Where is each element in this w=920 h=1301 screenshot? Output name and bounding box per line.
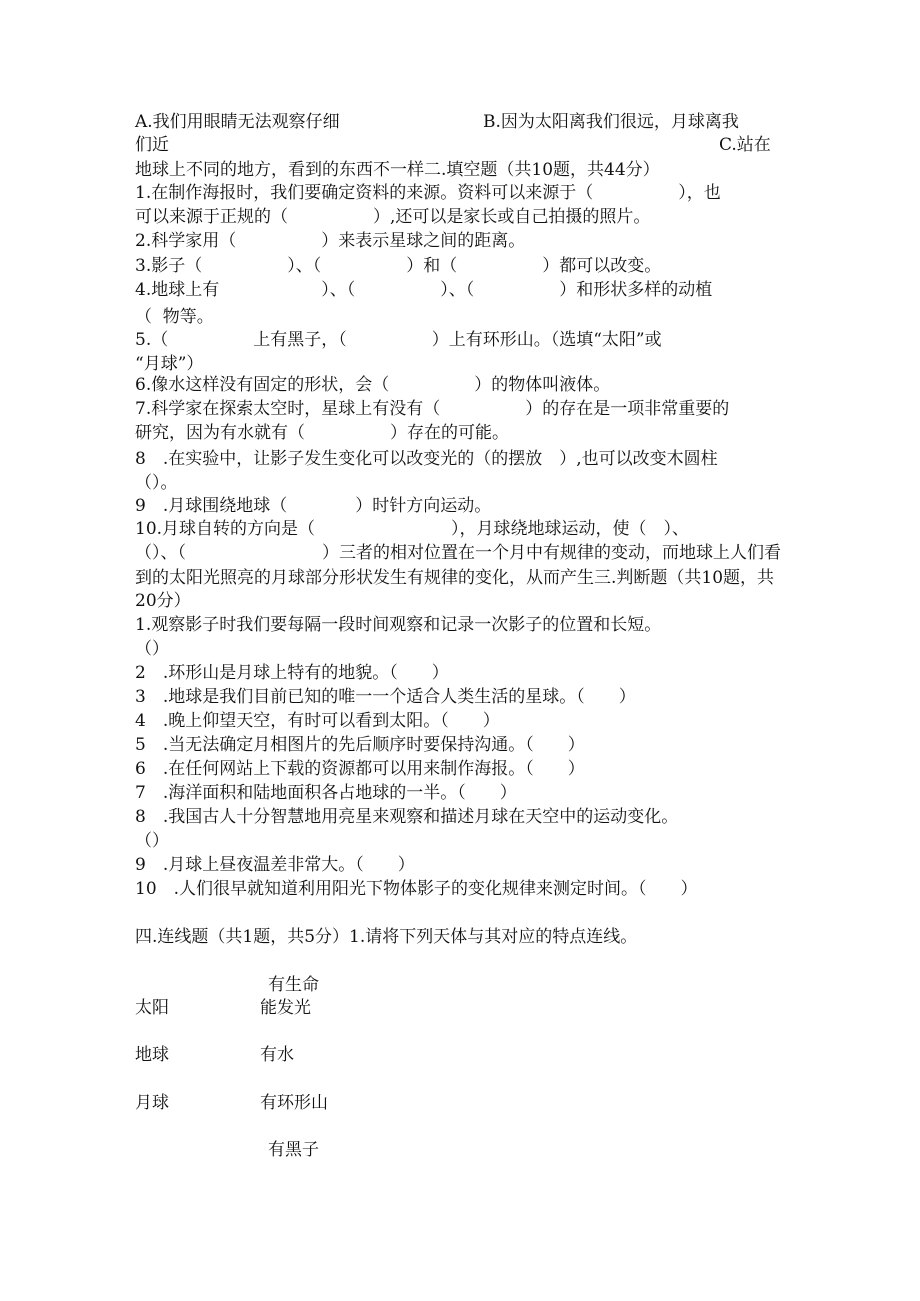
text-line: B.因为太阳离我们很远，月球离我	[483, 112, 739, 132]
text-line: 4.地球上有 ）、（ ）、（ ）和形状多样的动植	[135, 280, 713, 300]
text-line: 太阳	[135, 998, 169, 1018]
text-line: 9 .月球上昼夜温差非常大。（ ）	[135, 855, 415, 875]
text-line: 可以来源于正规的（ ）,还可以是家长或自己拍摄的照片。	[135, 207, 651, 227]
text-line: 9 .月球围绕地球（ ）时针方向运动。	[135, 496, 492, 516]
text-line: 6 .在任何网站上下载的资源都可以用来制作海报。（ ）	[135, 759, 585, 779]
text-line: 4 .晚上仰望天空，有时可以看到太阳。（ ）	[135, 711, 500, 731]
text-line: 5 .当无法确定月相图片的先后顺序时要保持沟通。（ ）	[135, 735, 585, 755]
text-line: 有环形山	[260, 1093, 328, 1113]
text-line: 到的太阳光照亮的月球部分形状发生有规律的变化，从而产生三.判断题（共10题，共	[135, 568, 775, 588]
text-line: 有生命	[268, 975, 319, 995]
text-line: 地球上不同的地方，看到的东西不一样二.填空题（共10题，共44分）	[135, 160, 660, 180]
text-line: 7.科学家在探索太空时，星球上有没有（ ）的存在是一项非常重要的	[135, 399, 730, 419]
text-line: 10.月球自转的方向是（ ），月球绕地球运动，使（ ）、	[135, 519, 690, 539]
text-line: 能发光	[260, 998, 311, 1018]
text-line: 地球	[135, 1045, 169, 1065]
text-line: 2 .环形山是月球上特有的地貌。（ ）	[135, 663, 449, 683]
text-line: 20分）	[135, 591, 191, 611]
text-line: 3.影子（ ）、（ ）和（ ）都可以改变。	[135, 256, 662, 276]
text-line: 有黑子	[268, 1140, 319, 1160]
text-line: 1.观察影子时我们要每隔一段时间观察和记录一次影子的位置和长短。	[135, 615, 662, 635]
text-line: 7 .海洋面积和陆地面积各占地球的一半。（ ）	[135, 783, 517, 803]
text-line: “月球”）	[135, 354, 204, 374]
text-line: （）	[135, 639, 169, 659]
text-line: 6.像水这样没有固定的形状，会（ ）的物体叫液体。	[135, 375, 611, 395]
text-line: （）	[135, 831, 169, 851]
text-line: 8 .我国古人十分智慧地用亮星来观察和描述月球在天空中的运动变化。	[135, 807, 679, 827]
text-line: 有水	[260, 1045, 294, 1065]
text-line: 5.（ 上有黑子，（ ）上有环形山。（选填“太阳”或	[135, 330, 662, 350]
text-line: 2.科学家用（ ）来表示星球之间的距离。	[135, 231, 526, 251]
text-line: 四.连线题（共1题，共5分）1.请将下列天体与其对应的特点连线。	[135, 927, 638, 947]
text-line: 1.在制作海报时，我们要确定资料的来源。资料可以来源于（ ），也	[135, 183, 721, 203]
text-line: C.站在	[719, 135, 771, 155]
text-line: 月球	[135, 1093, 169, 1113]
text-line: 研究，因为有水就有（ ）存在的可能。	[135, 423, 509, 443]
text-line: （）、（ ）三者的相对位置在一个月中有规律的变动，而地球上人们看	[135, 543, 781, 563]
text-line: A.我们用眼睛无法观察仔细	[135, 112, 340, 132]
text-line: 10 .人们很早就知道利用阳光下物体影子的变化规律来测定时间。（ ）	[135, 879, 698, 899]
text-line: 8 .在实验中，让影子发生变化可以改变光的（的摆放 ）,也可以改变木圆柱	[135, 449, 718, 469]
text-line: （ 物等。	[135, 307, 214, 327]
text-line: （）。	[135, 473, 178, 493]
text-line: 们近	[135, 135, 169, 155]
text-line: 3 .地球是我们目前已知的唯一一个适合人类生活的星球。（ ）	[135, 687, 636, 707]
